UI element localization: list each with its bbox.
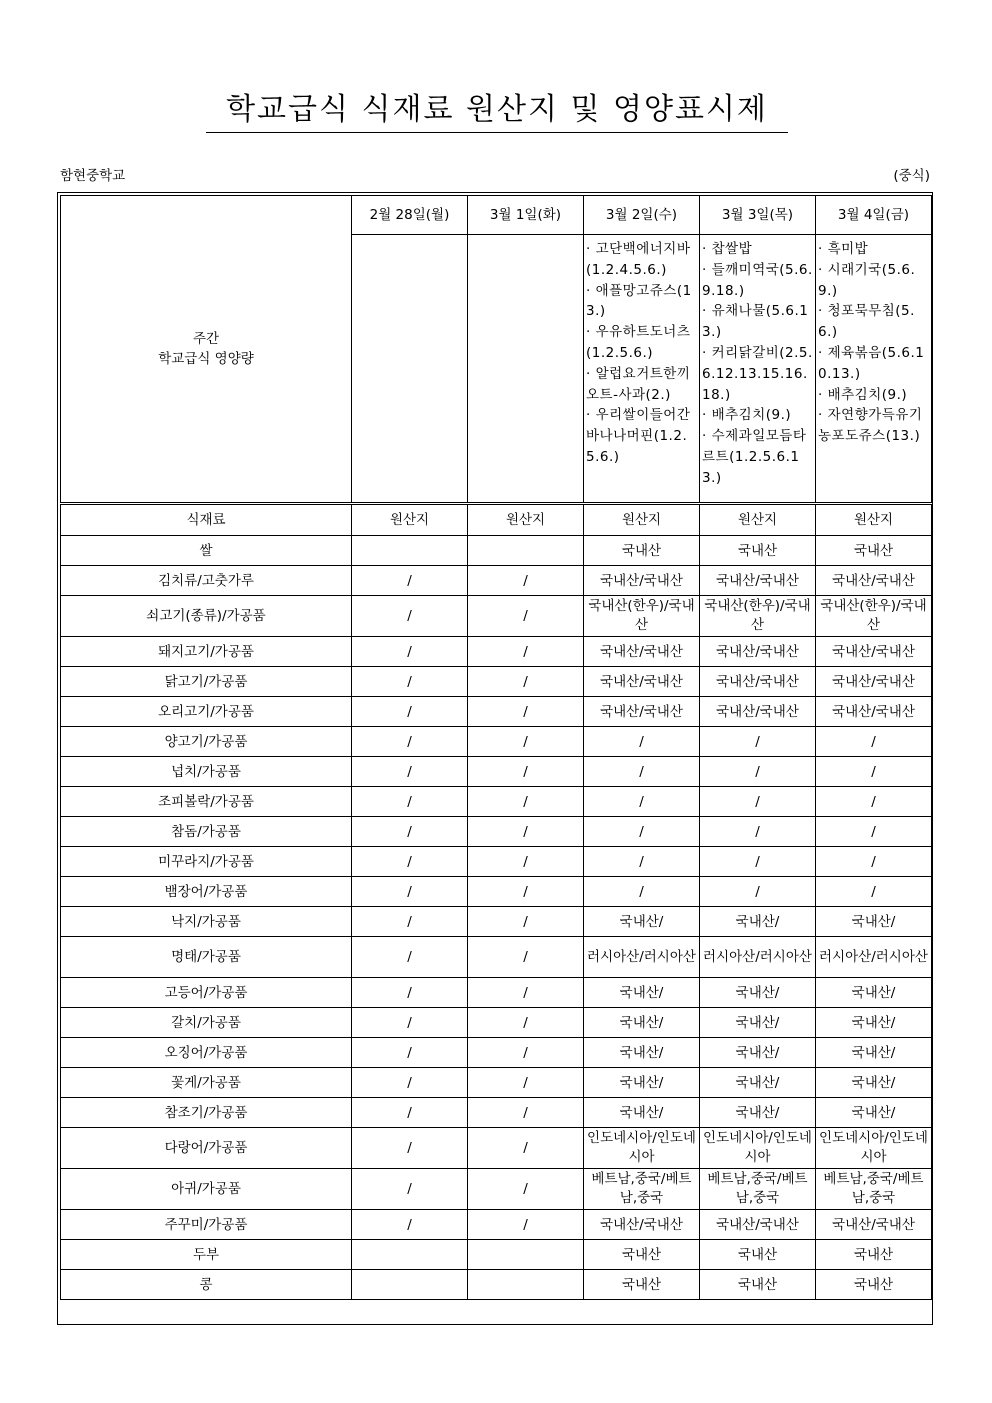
- origin-cell: 러시아산/러시아산: [816, 937, 932, 978]
- origin-cell: /: [468, 1008, 584, 1038]
- table-row: [61, 536, 932, 566]
- ingredient-name: 양고기/가공품: [61, 727, 352, 757]
- origin-cell: /: [352, 757, 468, 787]
- origin-cell: 국내산/국내산: [816, 667, 932, 697]
- menu-item: · 흑미밥: [818, 241, 869, 257]
- origin-cell: 국내산/: [700, 1098, 816, 1128]
- origin-cell: /: [584, 727, 700, 757]
- origin-cell: 국내산(한우)/국내산: [816, 596, 932, 637]
- menu-item: · 배추김치(9.): [702, 407, 792, 424]
- origin-cell: /: [468, 847, 584, 877]
- origin-cell: 국내산/: [700, 1068, 816, 1098]
- origin-cell: 국내산/: [816, 1098, 932, 1128]
- origin-cell: /: [584, 787, 700, 817]
- menu-item: · 우유하트도너츠(1.2.5.6.): [586, 324, 691, 361]
- ingredient-name: 조피볼락/가공품: [61, 787, 352, 817]
- origin-cell: 국내산/국내산: [700, 667, 816, 697]
- table-row: [61, 1210, 932, 1240]
- origin-cell: [468, 536, 584, 566]
- origin-cell: 국내산/: [584, 1008, 700, 1038]
- date-header-cell: 3월 1일(화): [468, 196, 584, 235]
- origin-cell: /: [816, 787, 932, 817]
- origin-cell: 국내산/국내산: [700, 566, 816, 596]
- date-header-cell: 3월 3일(목): [700, 196, 816, 235]
- origin-cell: /: [584, 847, 700, 877]
- origin-cell: 국내산/국내산: [816, 697, 932, 727]
- origin-cell: /: [468, 937, 584, 978]
- origin-cell: /: [700, 847, 816, 877]
- ingredient-name: 돼지고기/가공품: [61, 637, 352, 667]
- ingredient-name: 참돔/가공품: [61, 817, 352, 847]
- menu-cell: [700, 235, 816, 504]
- ingredient-name: 다랑어/가공품: [61, 1128, 352, 1169]
- table-row: [61, 787, 932, 817]
- table-row: [61, 1240, 932, 1270]
- ingredient-name: 주꾸미/가공품: [61, 1210, 352, 1240]
- table-row: [61, 978, 932, 1008]
- origin-cell: 국내산/국내산: [816, 566, 932, 596]
- origin-cell: /: [468, 1169, 584, 1210]
- menu-cell: [468, 235, 584, 504]
- menu-item: · 커리닭갈비(2.5.6.12.13.15.16.18.): [702, 344, 813, 403]
- meal-type: (중식): [893, 168, 930, 184]
- ingredient-name: 두부: [61, 1240, 352, 1270]
- date-header-cell: 2월 28일(월): [352, 196, 468, 235]
- origin-cell: 국내산/: [584, 907, 700, 937]
- date-header-row: [61, 196, 932, 235]
- origin-cell: 국내산/국내산: [584, 667, 700, 697]
- origin-cell: /: [352, 1128, 468, 1169]
- origin-cell: 국내산/: [816, 978, 932, 1008]
- origin-cell: 국내산: [700, 1270, 816, 1300]
- origin-cell: /: [352, 637, 468, 667]
- origin-cell: 국내산/: [816, 907, 932, 937]
- origin-cell: /: [352, 1098, 468, 1128]
- origin-header: 원산지: [352, 504, 468, 536]
- menu-item: · 들깨미역국(5.6.9.18.): [702, 261, 813, 299]
- ingredient-name: 콩: [61, 1270, 352, 1300]
- origin-cell: /: [468, 667, 584, 697]
- origin-cell: /: [468, 1210, 584, 1240]
- menu-cell: [816, 235, 932, 504]
- origin-cell: 국내산/: [700, 907, 816, 937]
- menu-item: · 제육볶음(5.6.10.13.): [818, 344, 925, 382]
- menu-item: · 청포묵무침(5.6.): [818, 303, 915, 341]
- origin-cell: 국내산/국내산: [584, 566, 700, 596]
- table-row: [61, 1008, 932, 1038]
- origin-cell: /: [352, 566, 468, 596]
- table-row: [61, 1098, 932, 1128]
- origin-cell: 국내산: [700, 536, 816, 566]
- origin-cell: /: [468, 1128, 584, 1169]
- origin-cell: 국내산/국내산: [584, 637, 700, 667]
- origin-cell: 국내산/국내산: [700, 1210, 816, 1240]
- origin-cell: 국내산/국내산: [816, 1210, 932, 1240]
- origin-cell: [352, 1270, 468, 1300]
- table-row: [61, 1128, 932, 1169]
- page-title: 학교급식 식재료 원산지 및 영양표시제: [206, 90, 788, 133]
- table-row: [61, 566, 932, 596]
- origin-cell: 국내산/: [584, 1068, 700, 1098]
- ingredient-header: 식재료: [61, 504, 352, 536]
- origin-cell: /: [700, 757, 816, 787]
- table-body: [61, 196, 932, 1300]
- origin-cell: /: [468, 817, 584, 847]
- menu-item: · 자연향가득유기농포도쥬스(13.): [818, 407, 923, 445]
- origin-cell: /: [352, 1008, 468, 1038]
- ingredient-name: 오징어/가공품: [61, 1038, 352, 1068]
- origin-cell: /: [352, 1210, 468, 1240]
- table-row: [61, 907, 932, 937]
- ingredient-name: 넙치/가공품: [61, 757, 352, 787]
- origin-cell: /: [352, 1169, 468, 1210]
- origin-cell: 인도네시아/인도네시아: [584, 1128, 700, 1169]
- table-row: [61, 877, 932, 907]
- menu-item: · 시래기국(5.6.9.): [818, 261, 916, 299]
- origin-cell: 국내산/국내산: [816, 637, 932, 667]
- ingredient-name: 미꾸라지/가공품: [61, 847, 352, 877]
- menu-cell: [352, 235, 468, 504]
- origin-cell: 국내산/: [584, 978, 700, 1008]
- origin-cell: /: [700, 877, 816, 907]
- table-row: [61, 727, 932, 757]
- origin-cell: [468, 1240, 584, 1270]
- origin-cell: /: [352, 667, 468, 697]
- origin-cell: 국내산(한우)/국내산: [700, 596, 816, 637]
- origin-cell: 인도네시아/인도네시아: [816, 1128, 932, 1169]
- ingredient-name: 갈치/가공품: [61, 1008, 352, 1038]
- origin-cell: /: [352, 1068, 468, 1098]
- ingredient-name: 오리고기/가공품: [61, 697, 352, 727]
- table-row: [61, 1169, 932, 1210]
- table-row: [61, 1038, 932, 1068]
- ingredient-name: 아귀/가공품: [61, 1169, 352, 1210]
- origin-cell: /: [816, 877, 932, 907]
- origin-cell: 국내산: [584, 1240, 700, 1270]
- table-row: [61, 817, 932, 847]
- origin-cell: 국내산/: [816, 1008, 932, 1038]
- ingredient-name: 김치류/고춧가루: [61, 566, 352, 596]
- table-row: [61, 1270, 932, 1300]
- origin-cell: 국내산/국내산: [700, 697, 816, 727]
- origin-cell: /: [352, 847, 468, 877]
- table-row: [61, 637, 932, 667]
- origin-cell: /: [468, 907, 584, 937]
- origin-cell: /: [816, 757, 932, 787]
- origin-cell: /: [468, 727, 584, 757]
- menu-item: · 우리쌀이들어간바나나머핀(1.2.5.6.): [586, 407, 691, 465]
- origin-cell: /: [468, 757, 584, 787]
- origin-cell: 국내산/: [816, 1068, 932, 1098]
- origin-cell: 국내산/국내산: [584, 697, 700, 727]
- nutrition-label-cell: [61, 196, 352, 504]
- origin-cell: /: [584, 757, 700, 787]
- origin-cell: 국내산: [584, 536, 700, 566]
- origin-cell: /: [352, 697, 468, 727]
- origin-cell: /: [352, 787, 468, 817]
- origin-cell: /: [700, 787, 816, 817]
- origin-cell: 국내산/: [700, 1008, 816, 1038]
- table-row: [61, 757, 932, 787]
- origin-cell: /: [468, 1038, 584, 1068]
- ingredient-name: 참조기/가공품: [61, 1098, 352, 1128]
- origin-cell: 국내산/: [816, 1038, 932, 1068]
- origin-cell: /: [584, 877, 700, 907]
- ingredient-name: 쇠고기(종류)/가공품: [61, 596, 352, 637]
- origin-cell: /: [468, 1068, 584, 1098]
- origin-cell: /: [352, 596, 468, 637]
- menu-item: · 수제과일모듬타르트(1.2.5.6.13.): [702, 428, 807, 486]
- origin-cell: [468, 1270, 584, 1300]
- menu-item: · 고단백에너지바(1.2.4.5.6.): [586, 241, 691, 278]
- origin-cell: /: [468, 566, 584, 596]
- origin-header: 원산지: [468, 504, 584, 536]
- origin-cell: /: [352, 877, 468, 907]
- table-row: [61, 667, 932, 697]
- school-name: 함현중학교: [60, 168, 126, 184]
- table-row: [61, 847, 932, 877]
- origin-cell: 국내산(한우)/국내산: [584, 596, 700, 637]
- origin-cell: /: [816, 847, 932, 877]
- ingredient-name: 닭고기/가공품: [61, 667, 352, 697]
- origin-cell: /: [468, 787, 584, 817]
- origin-cell: 베트남,중국/베트남,중국: [584, 1169, 700, 1210]
- origin-cell: 국내산/국내산: [700, 637, 816, 667]
- origin-cell: /: [468, 877, 584, 907]
- origin-header: 원산지: [816, 504, 932, 536]
- origin-cell: 국내산: [816, 536, 932, 566]
- origin-cell: 국내산/: [584, 1098, 700, 1128]
- origin-cell: /: [468, 637, 584, 667]
- date-header-cell: 3월 4일(금): [816, 196, 932, 235]
- origin-cell: 국내산/: [700, 978, 816, 1008]
- origin-cell: 인도네시아/인도네시아: [700, 1128, 816, 1169]
- origin-header: 원산지: [700, 504, 816, 536]
- origin-cell: 국내산: [816, 1240, 932, 1270]
- ingredient-name: 낙지/가공품: [61, 907, 352, 937]
- origin-cell: 국내산/: [584, 1038, 700, 1068]
- origin-cell: 국내산/국내산: [584, 1210, 700, 1240]
- origin-cell: /: [468, 596, 584, 637]
- table-row: [61, 697, 932, 727]
- menu-item: · 찹쌀밥: [702, 241, 753, 257]
- origin-cell: /: [700, 817, 816, 847]
- origin-cell: /: [352, 1038, 468, 1068]
- origin-cell: [352, 1240, 468, 1270]
- origin-cell: /: [352, 937, 468, 978]
- menu-item: · 유채나물(5.6.13.): [702, 303, 809, 341]
- origin-cell: /: [468, 978, 584, 1008]
- origin-cell: /: [468, 1098, 584, 1128]
- origin-header: 원산지: [584, 504, 700, 536]
- ingredient-name: 쌀: [61, 536, 352, 566]
- origin-cell: 국내산: [584, 1270, 700, 1300]
- origin-cell: /: [352, 727, 468, 757]
- date-header-cell: 3월 2일(수): [584, 196, 700, 235]
- origin-nutrition-table: [60, 195, 932, 1300]
- origin-cell: 베트남,중국/베트남,중국: [816, 1169, 932, 1210]
- origin-cell: 러시아산/러시아산: [700, 937, 816, 978]
- origin-cell: /: [352, 978, 468, 1008]
- menu-cell: [584, 235, 700, 504]
- origin-cell: /: [700, 727, 816, 757]
- ingredient-name: 꽃게/가공품: [61, 1068, 352, 1098]
- table-row: [61, 1068, 932, 1098]
- table-row: [61, 937, 932, 978]
- origin-cell: 국내산: [816, 1270, 932, 1300]
- origin-header-row: [61, 504, 932, 536]
- ingredient-name: 명태/가공품: [61, 937, 352, 978]
- origin-cell: /: [352, 817, 468, 847]
- ingredient-name: 고등어/가공품: [61, 978, 352, 1008]
- table-row: [61, 596, 932, 637]
- origin-cell: 베트남,중국/베트남,중국: [700, 1169, 816, 1210]
- menu-item: · 알럽요거트한끼오트-사과(2.): [586, 365, 691, 403]
- origin-cell: /: [584, 817, 700, 847]
- origin-cell: 러시아산/러시아산: [584, 937, 700, 978]
- menu-item: · 배추김치(9.): [818, 386, 908, 403]
- origin-cell: /: [352, 907, 468, 937]
- menu-item: · 애플망고쥬스(13.): [586, 282, 692, 320]
- origin-cell: [352, 536, 468, 566]
- origin-cell: 국내산: [700, 1240, 816, 1270]
- origin-cell: /: [468, 697, 584, 727]
- origin-cell: 국내산/: [700, 1038, 816, 1068]
- origin-cell: /: [816, 817, 932, 847]
- nutrition-label-line-2: 학교급식 영양량: [158, 351, 254, 367]
- origin-cell: /: [816, 727, 932, 757]
- ingredient-name: 뱀장어/가공품: [61, 877, 352, 907]
- nutrition-label-line-1: 주간: [192, 331, 220, 347]
